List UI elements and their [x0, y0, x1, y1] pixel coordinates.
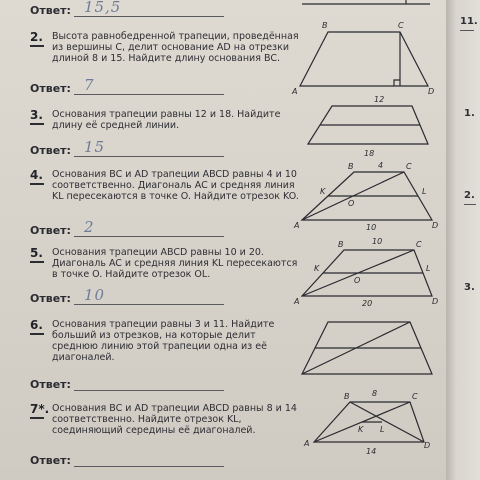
answer-field-1[interactable]: [74, 2, 224, 17]
figure-task-4: [292, 160, 442, 232]
right-column-number: 1.: [464, 108, 475, 119]
underline: [464, 204, 476, 205]
label-top-base: 12: [374, 95, 385, 104]
task-text: Основания трапеции равны 12 и 18. Найдите длину её средней линии.: [52, 109, 281, 131]
next-page-edge: [446, 0, 480, 480]
answer-label: Ответ:: [30, 4, 71, 17]
answer-label: Ответ:: [30, 144, 71, 157]
label-top-base: 8: [372, 389, 378, 398]
figure-task-7: [296, 388, 446, 460]
underline: [460, 30, 474, 31]
answer-row-3: [30, 138, 224, 157]
label-D: D: [428, 87, 435, 96]
answer-label: Ответ:: [30, 454, 71, 467]
task-text: Основания трапеции ABCD равны 10 и 20. Диагональ AC и средняя линия KL пересекаются в точке O. Найдите отрезок OL.: [52, 247, 298, 280]
handwritten-answer-2: 7: [83, 76, 95, 94]
label-C: C: [406, 162, 412, 171]
right-column-number: 3.: [464, 282, 475, 293]
label-C: C: [416, 240, 422, 249]
label-A: A: [304, 439, 310, 448]
answer-field-4[interactable]: [74, 218, 224, 237]
label-D: D: [432, 221, 439, 230]
answer-row-5: [30, 286, 224, 305]
answer-label: Ответ:: [30, 82, 71, 95]
handwritten-answer-5: 10: [83, 286, 106, 304]
label-A: A: [294, 297, 300, 306]
label-A: A: [294, 221, 300, 230]
answer-field-3[interactable]: [74, 138, 224, 157]
label-top-base: 10: [372, 237, 383, 246]
figure-task-1: [296, 0, 436, 14]
label-B: B: [348, 162, 354, 171]
task-number: 6.: [30, 318, 43, 332]
label-bottom-base: 18: [364, 149, 375, 158]
label-O: O: [354, 276, 361, 285]
label-K: K: [358, 425, 364, 434]
task-number: 5.: [30, 246, 43, 260]
label-L: L: [380, 425, 385, 434]
task-text: Высота равнобедренной трапеции, проведённая из вершины C, делит основание AD на отрезки длиной 8 и 15. Найдите длину основания BC.: [52, 31, 299, 64]
right-column-number: 11.: [460, 16, 478, 27]
answer-label: Ответ:: [30, 224, 71, 237]
answer-row-6: [30, 376, 224, 391]
answer-row-1: [30, 2, 224, 17]
task-number: 3.: [30, 108, 43, 122]
task-text: Основания BC и AD трапеции ABCD равны 4 и 10 соответственно. Диагональ AC и средняя линия KL пересекаются в точке O. Найдите отрезок KO.: [52, 169, 299, 202]
label-C: C: [398, 21, 404, 30]
handwritten-answer-3: 15: [83, 138, 106, 156]
answer-label: Ответ:: [30, 292, 71, 305]
label-D: D: [424, 441, 431, 450]
task-text: Основания BC и AD трапеции ABCD равны 8 и 14 соответственно. Найдите отрезок KL, соединяющий середины её диагоналей.: [52, 403, 297, 436]
label-L: L: [422, 187, 427, 196]
answer-row-7: [30, 452, 224, 467]
answer-field-5[interactable]: [74, 286, 224, 305]
answer-row-4: [30, 218, 224, 237]
label-C: C: [412, 392, 418, 401]
label-bottom-base: 14: [366, 447, 377, 456]
answer-row-2: [30, 76, 224, 95]
label-top-base: 4: [378, 161, 384, 170]
label-A: A: [292, 87, 298, 96]
task-number: 4.: [30, 168, 43, 182]
answer-label: Ответ:: [30, 378, 71, 391]
figure-task-2: [288, 14, 438, 98]
task-number: 2.: [30, 30, 43, 44]
label-K: K: [314, 264, 320, 273]
answer-field-2[interactable]: [74, 76, 224, 95]
task-number: 7*.: [30, 402, 50, 416]
label-K: K: [320, 187, 326, 196]
label-B: B: [338, 240, 344, 249]
handwritten-answer-1: 15,5: [83, 0, 122, 16]
task-text: Основания трапеции равны 3 и 11. Найдите больший из отрезков, на которые делит среднюю линию этой трапеции одна из её диагоналей.: [52, 319, 275, 363]
label-B: B: [322, 21, 328, 30]
label-bottom-base: 20: [362, 299, 373, 308]
answer-field-7[interactable]: [74, 452, 224, 467]
label-B: B: [344, 392, 350, 401]
figure-task-3: [288, 96, 438, 160]
label-bottom-base: 10: [366, 223, 377, 232]
label-O: O: [348, 199, 355, 208]
right-column-number: 2.: [464, 190, 475, 201]
figure-task-6: [292, 312, 442, 384]
handwritten-answer-4: 2: [83, 218, 95, 236]
figure-task-5: [292, 236, 442, 308]
label-D: D: [432, 297, 439, 306]
answer-field-6[interactable]: [74, 376, 224, 391]
label-L: L: [426, 264, 431, 273]
